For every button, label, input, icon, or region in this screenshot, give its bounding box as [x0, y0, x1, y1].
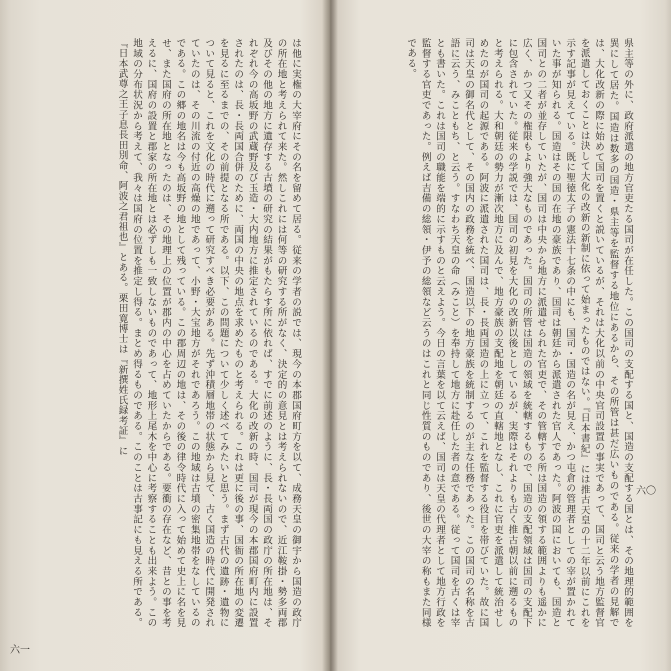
left-page-number: 六一 — [10, 645, 30, 656]
left-page — [10, 10, 320, 660]
right-page-text: 県主等の外に、政府派遣の地方官吏たる国司が在任した。この国司の支配する国と、国造の支配する国とは、その地理的範囲を異にして居た。国造は数多の国造・県主等を監督する地位にあるから、その所管は甚だ広いものである。従来の学者の見解では、大化改新の際に始めて国司を置くと説いているが、それは大化以前の中央官司設置の事実であって、国司と云う地方監督官を派遣しておくことは決して大化の改新の新制に依って始まったものではない。『日本書紀』には推古天皇の十二年以前にこれを示す記事が見えている。既に聖徳太子の憲法十七条の中にも、国司・国造の名が見え、かつ屯倉の管理者としての宰が置かれていた事が知られる。国造はその国の在地の豪族であり、国司は朝廷から派遣された官人であった。阿波の国においても、国造と国司との二者が並存していたが、国司は中央から地方に派遣せられた官吏で、その管轄する所は国造の領する範囲よりも遥かに広く、かつ又その権限もより強大なものであった。国司の所管は国造の領域を統轄するもので、国造の支配領域は国司の支配下に包含されていた。従来の学説では、国司の初見を大化の改新以後としているが、実際はそれよりも古く推古朝以前に遡るものと考えられる。大和朝廷の勢力が漸次地方に及んで、地方豪族の支配地を朝廷の直轄地となし、これに官吏を派遣して統治せしめたのが国司の起源である。阿波に派遣された国司は、長・長両国造の上に立って、これを監督する役目を帯びていた。故に国司は天皇の御名代として、その国内の政務を統べ、国造以下の地方豪族を統制するのが主な任務であった。この国司の名称を古語に云う、みこともち、と云う。すなわち天皇の命（みこと）を奉持して地方に赴任した者の意である。従って国司を古くは宰とも書いた。これは国司の職能を端的に示すものと云えよう。今日の言葉を以て云えば、国司は天皇の代理者として地方行政を監督する官吏であった。例えば吉備の総領・伊予の総領など云うのはこれと同じ性質のものであり、後世の大宰の称もまた同様である。 — [405, 38, 633, 628]
right-page-number: 六〇 — [636, 486, 656, 497]
left-page-text: は他に実権の大宰府にその名を留めて居る。従来の学者の説では、現今の本郡国府町方を以て、成務天皇の御宇から国造の政庁の所在地と考えられて来た。然しこれには何等の研究する所がなく、決定的の意見とは考えられないので、近江鞍掛・勢多両郡及びその他の地方に遺存する古墳の研究の結果がもたらす所に依れば、すでに前述のように、長・長両国の政庁の所在地は、それぞれ今の高坂野の武蔵野及び玉造・大内地方に推定されているのである。大化の改新の時、国司が現今の本郡国府町内に設置されたのは、長・長両国合併のために、両国の中央の地点を求めたものと考えられる。これは更に後の事、国衙の所在地の変遷を見るに至るまでの、その前提となる所である。以下、この問題について少しく述べてみたいと思う。まず古代の遺跡・遺物について見ると、これを文化の時代に遡って研究すべき必要がある。先ず沖積層地帯の状態から見て、古く国造の時代に開発されていたのは、その川流の付近の高燥の地であって、小野・大宝地方がそれであろう。この地域は古墳の密集地帯をなしているのである。この郷の地名は今も高坂野の地として残っている。この郡周辺の地は、その後の律令時代に入って始めて史上に名を見せ、また国府の所在地となったのは、その地理上の位置が郡内の中心を占めていたからである。要衝の存在など、昔との事を考えるに、国府の設置と郡家の所在地とは必ずしも一致しないものであって、地形上尾木を中心に考察することも出来よう。この地域の分布状況から考えて、我々は国府の位置を推定し得る。まとめ得るものである。このことは古事記にも見える所である。『日本武尊之王子息長田別命、阿波之君祖也』とある。栗田寛博士は『新撰姓氏録考証』に — [116, 38, 301, 628]
book-gutter — [322, 0, 338, 671]
right-page — [340, 10, 660, 660]
